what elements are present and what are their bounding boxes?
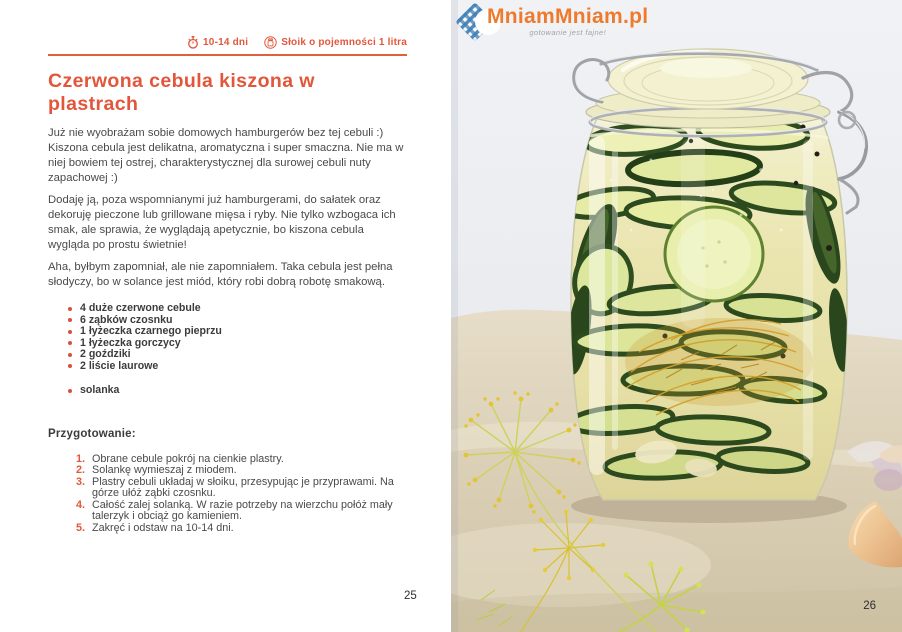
recipe-title: Czerwona cebula kiszona w plastrach	[48, 70, 315, 115]
ingredient-item: solanka	[80, 385, 407, 397]
jar-size-label: Słoik o pojemności 1 litra	[281, 37, 407, 48]
logo-text: MniamMniam.pl	[487, 5, 649, 28]
intro-paragraph: Już nie wyobrażam sobie domowych hamburgerów bez tej cebuli :) Kiszona cebula jest delikatna, aromatyczna i super smaczna. Nie ma w niej bowiem tej ostrej, charakterystycznej dla surowej cebuli nuty zapachowej :)	[48, 127, 404, 184]
ingredient-item: 2 goździki	[80, 349, 407, 361]
ingredient-item: 1 łyżeczka czarnego pieprzu	[80, 326, 407, 338]
intro-paragraph: Dodaję ją, poza wspomnianymi już hamburgerami, do sałatek oraz dekoruję pieczone lub grillowane mięsa i ryby. Nie tylko wzbogaca ich smak, ale sprawia, że wyglądają apetycznie, bo kiszona cebula wygląda po prostu świetnie!	[48, 194, 396, 251]
logo-tagline: gotowanie jest fajne!	[529, 28, 607, 37]
ingredients-list-extra	[48, 385, 407, 397]
ingredient-item: 4 duże czerwone cebule	[80, 303, 407, 315]
ingredient-item: 2 liście laurowe	[80, 361, 407, 373]
page-number-left: 25	[404, 590, 417, 602]
mniammniam-logo	[459, 5, 648, 43]
step-item: Solankę wymieszaj z miodem.	[92, 464, 237, 477]
jar-photo	[451, 0, 902, 632]
step-item: Zakręć i odstaw na 10-14 dni.	[92, 522, 234, 535]
recipe-intro	[48, 126, 407, 290]
ingredient-item: 6 ząbków czosnku	[80, 315, 407, 327]
ingredients-list	[48, 303, 407, 372]
time-meta	[187, 36, 248, 49]
accent-divider	[48, 54, 407, 56]
step-item: Plastry cebuli układaj w słoiku, przesypując je przyprawami. Na górze ułóż ząbki czosnku.	[92, 475, 394, 500]
stopwatch-icon	[187, 36, 199, 49]
intro-paragraph: Aha, byłbym zapomniał, ale nie zapomniałem. Taka cebula jest pełna słodyczy, bo w solance jest miód, który robi dobrą robotę smakową.	[48, 261, 393, 288]
page-number-right: 26	[863, 600, 876, 612]
time-label: 10-14 dni	[203, 37, 249, 48]
preparation-heading: Przygotowanie:	[48, 427, 136, 440]
photo-page	[451, 0, 902, 632]
step-item: Całość zalej solanką. W razie potrzeby na wierzchu połóż mały talerzyk i obciąż go kamieniem.	[92, 498, 393, 523]
ingredient-item: 1 łyżeczka gorczycy	[80, 338, 407, 350]
jar-size-meta	[264, 36, 407, 49]
jar-icon	[264, 36, 277, 49]
step-item: Obrane cebule pokrój na cienkie plastry.	[92, 452, 284, 465]
recipe-meta-row	[48, 36, 407, 49]
preparation-steps	[48, 454, 407, 535]
